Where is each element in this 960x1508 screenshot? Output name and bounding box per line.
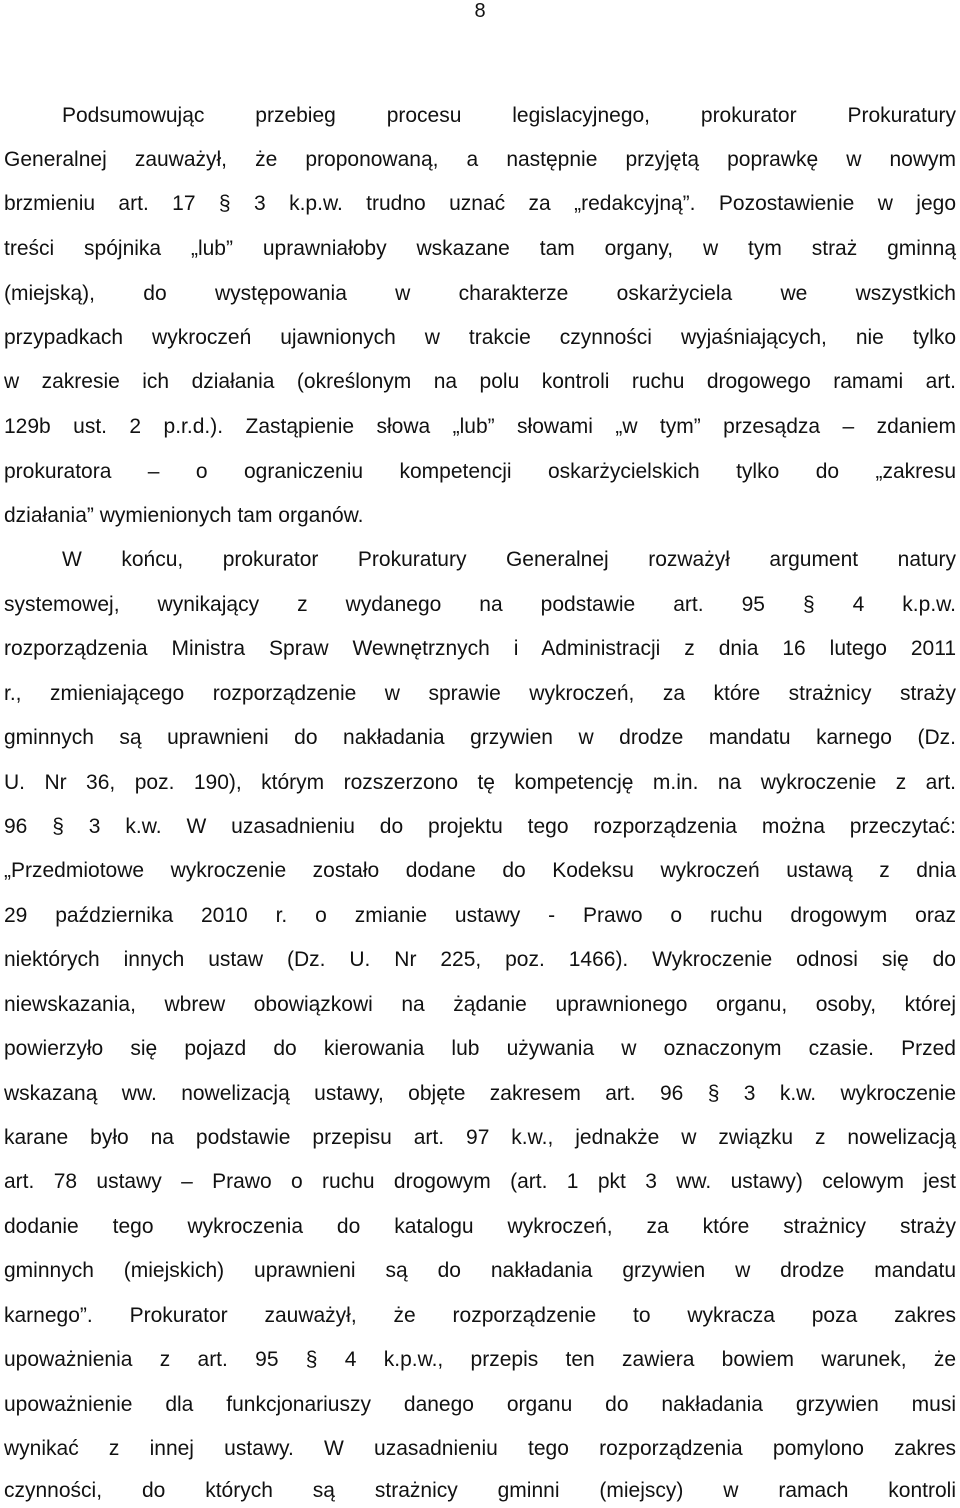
text-line: systemowej, wynikający z wydanego na podstawie art. 95 § 4 k.p.w. — [4, 593, 956, 616]
text-line: upoważnienie dla funkcjonariuszy danego organu do nakładania grzywien musi — [4, 1393, 956, 1416]
text-line: działania” wymienionych tam organów. — [4, 504, 364, 527]
text-line: Podsumowując przebieg procesu legislacyjnego, prokurator Prokuratury — [62, 104, 956, 127]
text-line: karnego”. Prokurator zauważył, że rozporządzenie to wykracza poza zakres — [4, 1304, 956, 1327]
text-line: 129b ust. 2 p.r.d.). Zastąpienie słowa „lub” słowami „w tym” przesądza – zdaniem — [4, 415, 956, 438]
text-line: brzmieniu art. 17 § 3 k.p.w. trudno uznać za „redakcyjną”. Pozostawienie w jego — [4, 192, 956, 215]
text-line: treści spójnika „lub” uprawniałoby wskazane tam organy, w tym straż gminną — [4, 237, 956, 260]
text-line: wskazaną ww. nowelizacją ustawy, objęte zakresem art. 96 § 3 k.w. wykroczenie — [4, 1082, 956, 1105]
text-line: niewskazania, wbrew obowiązkowi na żądanie uprawnionego organu, osoby, której — [4, 993, 956, 1016]
text-line: dodanie tego wykroczenia do katalogu wykroczeń, za które strażnicy straży — [4, 1215, 956, 1238]
text-line: powierzyło się pojazd do kierowania lub używania w oznaczonym czasie. Przed — [4, 1037, 956, 1060]
text-line: przypadkach wykroczeń ujawnionych w trakcie czynności wyjaśniających, nie tylko — [4, 326, 956, 349]
text-line: 96 § 3 k.w. W uzasadnieniu do projektu tego rozporządzenia można przeczytać: — [4, 815, 956, 838]
text-line: karane było na podstawie przepisu art. 97 k.w., jednakże w związku z nowelizacją — [4, 1126, 956, 1149]
text-line: (miejską), do występowania w charakterze oskarżyciela we wszystkich — [4, 282, 956, 305]
text-line: U. Nr 36, poz. 190), którym rozszerzono tę kompetencję m.in. na wykroczenie z art. — [4, 771, 956, 794]
text-line: gminnych (miejskich) uprawnieni są do nakładania grzywien w drodze mandatu — [4, 1259, 956, 1282]
page-number: 8 — [474, 0, 486, 22]
text-line: r., zmieniającego rozporządzenie w sprawie wykroczeń, za które strażnicy straży — [4, 682, 956, 705]
text-line: „Przedmiotowe wykroczenie zostało dodane do Kodeksu wykroczeń ustawą z dnia — [4, 859, 956, 882]
text-line: W końcu, prokurator Prokuratury Generalnej rozważył argument natury — [62, 548, 956, 571]
text-line: Generalnej zauważył, że proponowaną, a następnie przyjętą poprawkę w nowym — [4, 148, 956, 171]
text-line: prokuratora – o ograniczeniu kompetencji oskarżycielskich tylko do „zakresu — [4, 460, 956, 483]
text-line: art. 78 ustawy – Prawo o ruchu drogowym (art. 1 pkt 3 ww. ustawy) celowym jest — [4, 1170, 956, 1193]
text-line: czynności, do których są strażnicy gminni (miejscy) w ramach kontroli — [4, 1479, 956, 1502]
text-line: w zakresie ich działania (określonym na polu kontroli ruchu drogowego ramami art. — [4, 370, 956, 393]
text-line: niektórych innych ustaw (Dz. U. Nr 225, poz. 1466). Wykroczenie odnosi się do — [4, 948, 956, 971]
text-line: gminnych są uprawnieni do nakładania grzywien w drodze mandatu karnego (Dz. — [4, 726, 956, 749]
text-line: rozporządzenia Ministra Spraw Wewnętrznych i Administracji z dnia 16 lutego 2011 — [4, 637, 956, 660]
text-line: 29 października 2010 r. o zmianie ustawy - Prawo o ruchu drogowym oraz — [4, 904, 956, 927]
text-line: wynikać z innej ustawy. W uzasadnieniu tego rozporządzenia pomylono zakres — [4, 1437, 956, 1460]
text-line: upoważnienia z art. 95 § 4 k.p.w., przepis ten zawiera bowiem warunek, że — [4, 1348, 956, 1371]
